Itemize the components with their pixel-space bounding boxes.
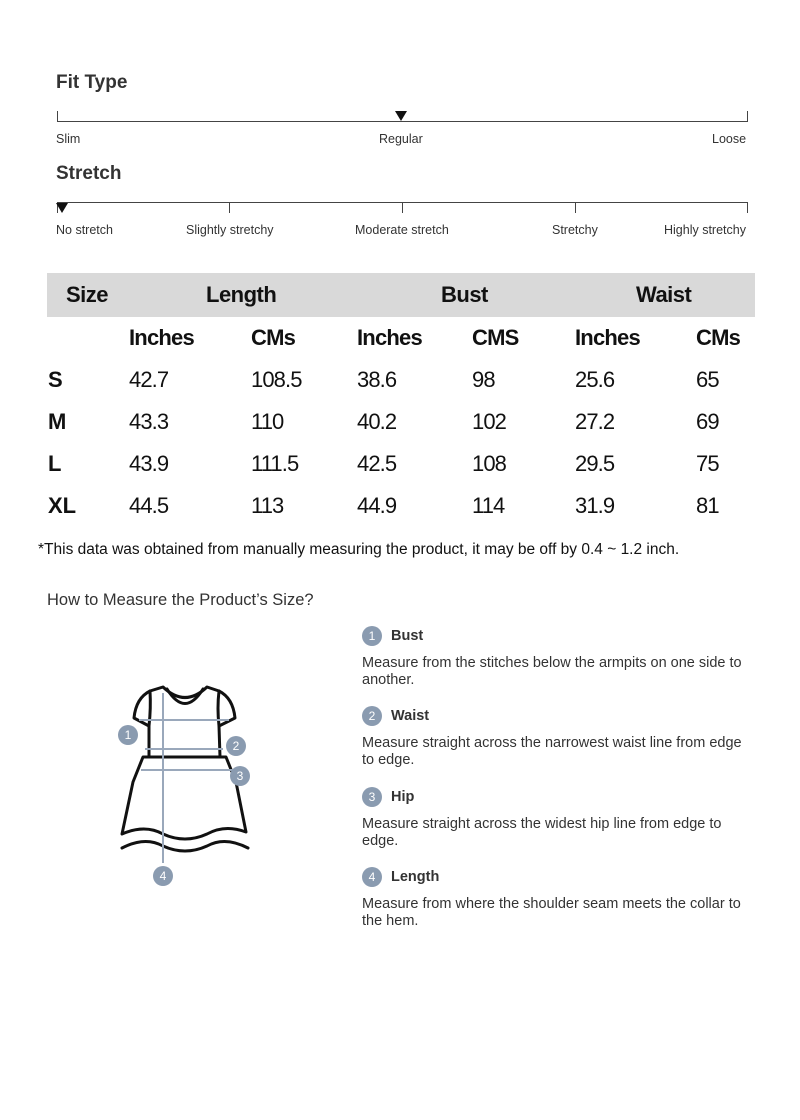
- step-name: Length: [391, 869, 440, 885]
- fit-type-title: Fit Type: [56, 72, 128, 93]
- step-badge: 1: [362, 626, 382, 646]
- header-bust: Bust: [441, 282, 488, 307]
- stretch-label-stretchy: Stretchy: [552, 223, 598, 237]
- table-cell: 42.5: [357, 451, 397, 476]
- fit-type-marker: [395, 111, 407, 121]
- fit-label-loose: Loose: [712, 132, 747, 146]
- table-cell: 114: [472, 493, 505, 518]
- step-badge: 2: [362, 706, 382, 726]
- diagram-marker-hip: 3: [230, 766, 250, 786]
- header-waist: Waist: [636, 282, 692, 307]
- table-cell: 31.9: [575, 493, 615, 518]
- stretch-label-slight: Slightly stretchy: [186, 223, 274, 237]
- table-cell: 69: [696, 409, 719, 434]
- table-cell: 110: [251, 409, 284, 434]
- step-desc: Measure straight across the widest hip line from edge to edge.: [362, 816, 722, 849]
- subheader-waist-inches: Inches: [575, 325, 640, 350]
- measurement-note: *This data was obtained from manually measuring the product, it may be off by 0.4 ~ 1.2 inch.: [38, 541, 680, 558]
- step-badge: 4: [362, 867, 382, 887]
- header-length: Length: [206, 282, 277, 307]
- step-name: Hip: [391, 789, 415, 805]
- subheader-length-inches: Inches: [129, 325, 194, 350]
- table-cell: 44.5: [129, 493, 169, 518]
- table-cell: 98: [472, 367, 495, 392]
- stretch-title: Stretch: [56, 163, 122, 184]
- table-cell: 44.9: [357, 493, 397, 518]
- table-cell: 81: [696, 493, 719, 518]
- table-cell: 27.2: [575, 409, 615, 434]
- table-cell: 75: [696, 451, 719, 476]
- table-cell: 111.5: [251, 451, 299, 476]
- table-cell: 113: [251, 493, 284, 518]
- header-size: Size: [66, 282, 109, 307]
- table-cell: 43.9: [129, 451, 169, 476]
- diagram-marker-length: 4: [153, 866, 173, 886]
- table-cell: 25.6: [575, 367, 615, 392]
- fit-label-slim: Slim: [56, 132, 81, 146]
- table-cell: 38.6: [357, 367, 397, 392]
- table-cell: 40.2: [357, 409, 397, 434]
- how-to-title: How to Measure the Product’s Size?: [47, 591, 314, 609]
- table-cell: 108: [472, 451, 507, 476]
- table-row-size: XL: [48, 493, 77, 518]
- table-cell: 102: [472, 409, 507, 434]
- subheader-bust-inches: Inches: [357, 325, 422, 350]
- subheader-bust-cms: CMS: [472, 325, 519, 350]
- table-cell: 65: [696, 367, 719, 392]
- step-desc: Measure from the stitches below the armpits on one side to another.: [362, 655, 742, 688]
- stretch-label-none: No stretch: [56, 223, 113, 237]
- stretch-marker: [56, 203, 68, 213]
- subheader-length-cms: CMs: [251, 325, 296, 350]
- table-cell: 108.5: [251, 367, 302, 392]
- subheader-waist-cms: CMs: [696, 325, 741, 350]
- fit-label-regular: Regular: [379, 132, 423, 146]
- step-name: Bust: [391, 628, 424, 644]
- table-row-size: M: [48, 409, 67, 434]
- step-badge: 3: [362, 787, 382, 807]
- step-desc: Measure straight across the narrowest waist line from edge to edge.: [362, 735, 742, 768]
- table-cell: 43.3: [129, 409, 169, 434]
- step-desc: Measure from where the shoulder seam meets the collar to the hem.: [362, 896, 741, 929]
- stretch-label-moderate: Moderate stretch: [355, 223, 449, 237]
- diagram-marker-bust: 1: [118, 725, 138, 745]
- table-row-size: S: [48, 367, 63, 392]
- table-row-size: L: [48, 451, 62, 476]
- stretch-label-high: Highly stretchy: [664, 223, 746, 237]
- diagram-marker-waist: 2: [226, 736, 246, 756]
- step-name: Waist: [391, 708, 430, 724]
- table-cell: 29.5: [575, 451, 615, 476]
- table-cell: 42.7: [129, 367, 169, 392]
